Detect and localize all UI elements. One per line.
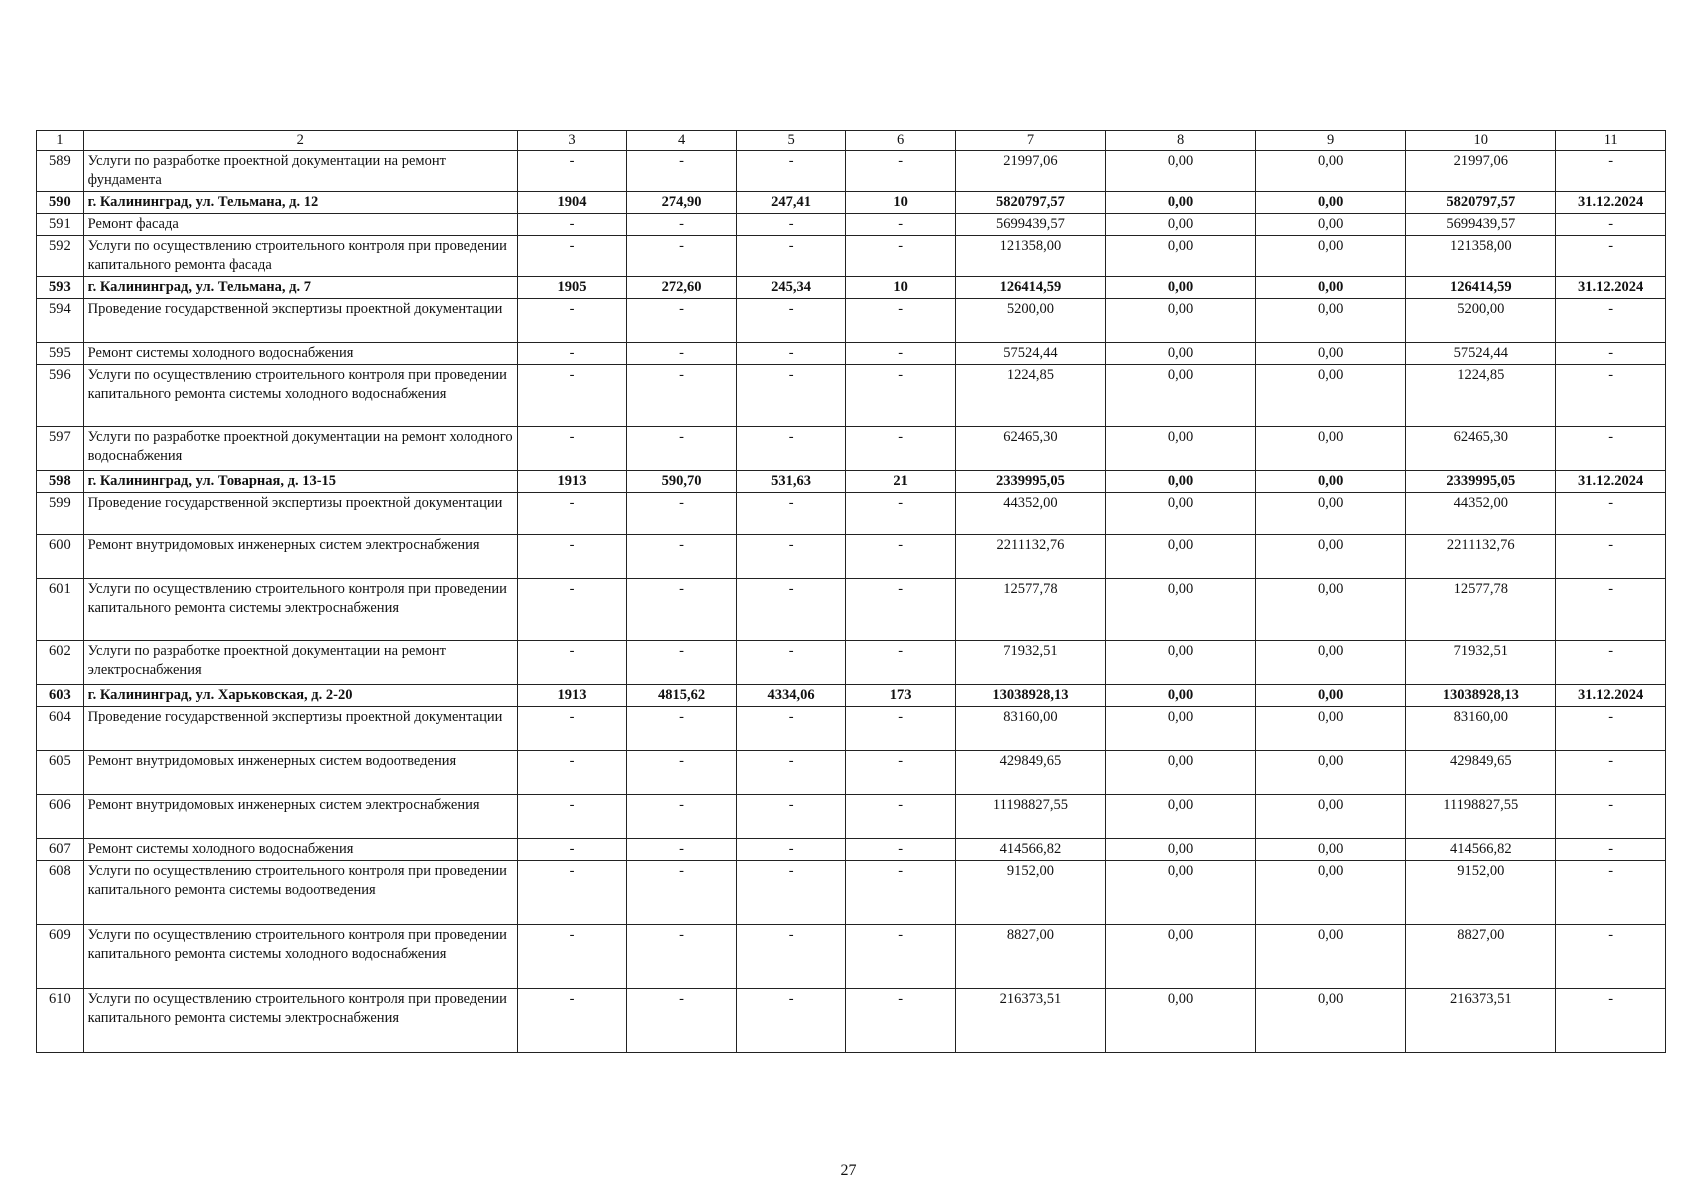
col-7-cell: 11198827,55 [955,795,1105,839]
col-11-cell: - [1556,535,1666,579]
col-10-cell: 11198827,55 [1406,795,1556,839]
col-7-cell: 21997,06 [955,151,1105,192]
row-number-cell: 594 [37,299,84,343]
table-row [37,707,1666,751]
row-number-cell: 610 [37,989,84,1053]
work-description-cell: Ремонт фасада [83,214,517,236]
col-9-cell: 0,00 [1256,535,1406,579]
col-11-cell: - [1556,751,1666,795]
table-row [37,365,1666,427]
col-6-cell: - [846,535,956,579]
col-9-cell: 0,00 [1256,493,1406,535]
col-7-cell: 62465,30 [955,427,1105,471]
col-4-cell: - [627,751,737,795]
col-11-cell: - [1556,151,1666,192]
column-header: 8 [1106,131,1256,151]
col-3-cell: 1905 [517,277,627,299]
col-3-cell: - [517,925,627,989]
col-10-cell: 57524,44 [1406,343,1556,365]
work-description-cell: Ремонт внутридомовых инженерных систем электроснабжения [83,795,517,839]
col-3-cell: - [517,579,627,641]
col-9-cell: 0,00 [1256,861,1406,925]
col-6-cell: - [846,236,956,277]
col-6-cell: - [846,839,956,861]
col-11-cell: - [1556,365,1666,427]
work-description-cell: г. Калининград, ул. Харьковская, д. 2-20 [83,685,517,707]
row-number-cell: 591 [37,214,84,236]
table-row [37,214,1666,236]
col-5-cell: - [736,151,846,192]
column-header: 11 [1556,131,1666,151]
table-row [37,299,1666,343]
col-8-cell: 0,00 [1106,277,1256,299]
col-11-cell: - [1556,925,1666,989]
work-description-cell: Услуги по разработке проектной документации на ремонт холодного водоснабжения [83,427,517,471]
col-8-cell: 0,00 [1106,707,1256,751]
col-10-cell: 2211132,76 [1406,535,1556,579]
col-4-cell: - [627,236,737,277]
row-number-cell: 592 [37,236,84,277]
col-7-cell: 121358,00 [955,236,1105,277]
table-row [37,989,1666,1053]
col-8-cell: 0,00 [1106,471,1256,493]
col-11-cell: - [1556,707,1666,751]
page-number: 27 [840,1162,857,1179]
address-row [37,685,1666,707]
col-7-cell: 5699439,57 [955,214,1105,236]
row-number-cell: 599 [37,493,84,535]
col-9-cell: 0,00 [1256,685,1406,707]
col-10-cell: 5200,00 [1406,299,1556,343]
col-8-cell: 0,00 [1106,685,1256,707]
col-9-cell: 0,00 [1256,151,1406,192]
col-10-cell: 13038928,13 [1406,685,1556,707]
col-11-cell: - [1556,641,1666,685]
col-10-cell: 9152,00 [1406,861,1556,925]
table-row [37,925,1666,989]
col-5-cell: - [736,343,846,365]
col-6-cell: - [846,925,956,989]
row-number-cell: 593 [37,277,84,299]
col-7-cell: 414566,82 [955,839,1105,861]
col-8-cell: 0,00 [1106,795,1256,839]
work-description-cell: Услуги по разработке проектной документации на ремонт фундамента [83,151,517,192]
col-8-cell: 0,00 [1106,925,1256,989]
col-3-cell: - [517,427,627,471]
col-9-cell: 0,00 [1256,641,1406,685]
col-5-cell: - [736,795,846,839]
work-description-cell: Проведение государственной экспертизы проектной документации [83,299,517,343]
col-5-cell: - [736,535,846,579]
col-5-cell: - [736,214,846,236]
col-3-cell: - [517,535,627,579]
row-number-cell: 598 [37,471,84,493]
col-5-cell: - [736,839,846,861]
col-4-cell: - [627,214,737,236]
col-9-cell: 0,00 [1256,989,1406,1053]
col-9-cell: 0,00 [1256,192,1406,214]
column-header: 7 [955,131,1105,151]
col-9-cell: 0,00 [1256,795,1406,839]
col-4-cell: - [627,427,737,471]
row-number-cell: 606 [37,795,84,839]
table-row [37,151,1666,192]
col-7-cell: 5200,00 [955,299,1105,343]
col-11-cell: 31.12.2024 [1556,192,1666,214]
col-7-cell: 429849,65 [955,751,1105,795]
col-11-cell: - [1556,839,1666,861]
col-3-cell: - [517,236,627,277]
repair-schedule-table [36,130,1666,1053]
col-10-cell: 12577,78 [1406,579,1556,641]
col-4-cell: - [627,343,737,365]
col-8-cell: 0,00 [1106,427,1256,471]
col-6-cell: 21 [846,471,956,493]
col-10-cell: 44352,00 [1406,493,1556,535]
col-5-cell: - [736,925,846,989]
work-description-cell: Услуги по осуществлению строительного контроля при проведении капитального ремонта системы водоотведения [83,861,517,925]
col-5-cell: 247,41 [736,192,846,214]
column-header: 6 [846,131,956,151]
col-5-cell: - [736,427,846,471]
row-number-cell: 603 [37,685,84,707]
col-4-cell: 4815,62 [627,685,737,707]
col-4-cell: - [627,579,737,641]
col-7-cell: 83160,00 [955,707,1105,751]
col-5-cell: - [736,861,846,925]
table-row [37,427,1666,471]
col-5-cell: - [736,299,846,343]
col-10-cell: 8827,00 [1406,925,1556,989]
col-9-cell: 0,00 [1256,707,1406,751]
col-9-cell: 0,00 [1256,751,1406,795]
work-description-cell: Проведение государственной экспертизы проектной документации [83,707,517,751]
col-8-cell: 0,00 [1106,641,1256,685]
col-8-cell: 0,00 [1106,236,1256,277]
table-row [37,861,1666,925]
work-description-cell: Услуги по осуществлению строительного контроля при проведении капитального ремонта фасада [83,236,517,277]
col-10-cell: 62465,30 [1406,427,1556,471]
col-3-cell: 1913 [517,685,627,707]
col-6-cell: - [846,579,956,641]
work-description-cell: Услуги по осуществлению строительного контроля при проведении капитального ремонта системы холодного водоснабжения [83,365,517,427]
col-10-cell: 414566,82 [1406,839,1556,861]
col-7-cell: 9152,00 [955,861,1105,925]
col-5-cell: 531,63 [736,471,846,493]
col-11-cell: - [1556,861,1666,925]
col-10-cell: 83160,00 [1406,707,1556,751]
col-3-cell: 1904 [517,192,627,214]
col-8-cell: 0,00 [1106,861,1256,925]
col-4-cell: - [627,839,737,861]
col-10-cell: 126414,59 [1406,277,1556,299]
table-row [37,795,1666,839]
col-4-cell: - [627,989,737,1053]
col-7-cell: 44352,00 [955,493,1105,535]
col-6-cell: - [846,493,956,535]
col-5-cell: - [736,989,846,1053]
col-4-cell: - [627,535,737,579]
col-3-cell: - [517,151,627,192]
col-7-cell: 8827,00 [955,925,1105,989]
row-number-cell: 601 [37,579,84,641]
table-row [37,535,1666,579]
row-number-cell: 597 [37,427,84,471]
col-11-cell: - [1556,427,1666,471]
col-8-cell: 0,00 [1106,535,1256,579]
column-header: 9 [1256,131,1406,151]
row-number-cell: 602 [37,641,84,685]
table-body [37,131,1666,1053]
row-number-cell: 590 [37,192,84,214]
col-3-cell: - [517,299,627,343]
col-8-cell: 0,00 [1106,989,1256,1053]
col-6-cell: - [846,299,956,343]
col-6-cell: - [846,795,956,839]
col-4-cell: - [627,151,737,192]
col-11-cell: 31.12.2024 [1556,471,1666,493]
col-10-cell: 429849,65 [1406,751,1556,795]
work-description-cell: Проведение государственной экспертизы проектной документации [83,493,517,535]
col-5-cell: 4334,06 [736,685,846,707]
col-11-cell: - [1556,236,1666,277]
col-5-cell: - [736,579,846,641]
row-number-cell: 608 [37,861,84,925]
work-description-cell: Ремонт внутридомовых инженерных систем электроснабжения [83,535,517,579]
col-9-cell: 0,00 [1256,299,1406,343]
col-7-cell: 2339995,05 [955,471,1105,493]
col-11-cell: - [1556,989,1666,1053]
col-11-cell: 31.12.2024 [1556,277,1666,299]
col-8-cell: 0,00 [1106,751,1256,795]
work-description-cell: г. Калининград, ул. Тельмана, д. 12 [83,192,517,214]
col-4-cell: - [627,925,737,989]
col-11-cell: - [1556,579,1666,641]
col-3-cell: - [517,795,627,839]
col-8-cell: 0,00 [1106,343,1256,365]
col-5-cell: - [736,641,846,685]
col-11-cell: 31.12.2024 [1556,685,1666,707]
col-5-cell: 245,34 [736,277,846,299]
table-row [37,751,1666,795]
col-7-cell: 57524,44 [955,343,1105,365]
col-9-cell: 0,00 [1256,365,1406,427]
col-6-cell: 10 [846,277,956,299]
col-3-cell: - [517,861,627,925]
col-3-cell: - [517,839,627,861]
col-5-cell: - [736,365,846,427]
col-4-cell: - [627,795,737,839]
col-7-cell: 1224,85 [955,365,1105,427]
col-11-cell: - [1556,299,1666,343]
col-8-cell: 0,00 [1106,493,1256,535]
col-3-cell: - [517,365,627,427]
col-5-cell: - [736,236,846,277]
col-6-cell: 10 [846,192,956,214]
header-row [37,131,1666,151]
col-9-cell: 0,00 [1256,236,1406,277]
col-9-cell: 0,00 [1256,214,1406,236]
column-header: 3 [517,131,627,151]
col-7-cell: 2211132,76 [955,535,1105,579]
col-9-cell: 0,00 [1256,471,1406,493]
row-number-cell: 595 [37,343,84,365]
address-row [37,277,1666,299]
row-number-cell: 596 [37,365,84,427]
col-6-cell: - [846,707,956,751]
col-7-cell: 13038928,13 [955,685,1105,707]
col-6-cell: - [846,343,956,365]
col-11-cell: - [1556,493,1666,535]
col-9-cell: 0,00 [1256,839,1406,861]
col-9-cell: 0,00 [1256,343,1406,365]
address-row [37,471,1666,493]
table-row [37,236,1666,277]
col-3-cell: - [517,751,627,795]
work-description-cell: Услуги по осуществлению строительного контроля при проведении капитального ремонта системы электроснабжения [83,989,517,1053]
col-7-cell: 216373,51 [955,989,1105,1053]
row-number-cell: 607 [37,839,84,861]
col-3-cell: 1913 [517,471,627,493]
col-7-cell: 126414,59 [955,277,1105,299]
col-5-cell: - [736,493,846,535]
col-6-cell: - [846,861,956,925]
row-number-cell: 589 [37,151,84,192]
col-7-cell: 12577,78 [955,579,1105,641]
col-10-cell: 21997,06 [1406,151,1556,192]
table-row [37,839,1666,861]
col-10-cell: 121358,00 [1406,236,1556,277]
col-9-cell: 0,00 [1256,579,1406,641]
col-10-cell: 1224,85 [1406,365,1556,427]
col-5-cell: - [736,707,846,751]
col-6-cell: - [846,641,956,685]
col-4-cell: - [627,707,737,751]
work-description-cell: Ремонт системы холодного водоснабжения [83,343,517,365]
col-11-cell: - [1556,795,1666,839]
column-header: 5 [736,131,846,151]
row-number-cell: 600 [37,535,84,579]
col-3-cell: - [517,641,627,685]
work-description-cell: г. Калининград, ул. Товарная, д. 13-15 [83,471,517,493]
col-11-cell: - [1556,214,1666,236]
table-row [37,343,1666,365]
col-4-cell: - [627,299,737,343]
col-8-cell: 0,00 [1106,151,1256,192]
table-row [37,493,1666,535]
col-4-cell: 590,70 [627,471,737,493]
work-description-cell: Ремонт внутридомовых инженерных систем водоотведения [83,751,517,795]
col-6-cell: - [846,427,956,471]
col-8-cell: 0,00 [1106,299,1256,343]
col-4-cell: 272,60 [627,277,737,299]
col-6-cell: 173 [846,685,956,707]
col-8-cell: 0,00 [1106,214,1256,236]
col-6-cell: - [846,365,956,427]
work-description-cell: Услуги по осуществлению строительного контроля при проведении капитального ремонта системы электроснабжения [83,579,517,641]
col-8-cell: 0,00 [1106,839,1256,861]
col-4-cell: 274,90 [627,192,737,214]
col-6-cell: - [846,751,956,795]
col-4-cell: - [627,493,737,535]
work-description-cell: Услуги по разработке проектной документации на ремонт электроснабжения [83,641,517,685]
col-10-cell: 2339995,05 [1406,471,1556,493]
col-9-cell: 0,00 [1256,277,1406,299]
col-8-cell: 0,00 [1106,579,1256,641]
col-11-cell: - [1556,343,1666,365]
col-10-cell: 216373,51 [1406,989,1556,1053]
col-3-cell: - [517,989,627,1053]
col-8-cell: 0,00 [1106,365,1256,427]
col-4-cell: - [627,641,737,685]
address-row [37,192,1666,214]
col-4-cell: - [627,861,737,925]
col-7-cell: 71932,51 [955,641,1105,685]
col-9-cell: 0,00 [1256,427,1406,471]
table-row [37,641,1666,685]
work-description-cell: г. Калининград, ул. Тельмана, д. 7 [83,277,517,299]
col-6-cell: - [846,989,956,1053]
col-3-cell: - [517,343,627,365]
col-3-cell: - [517,707,627,751]
col-7-cell: 5820797,57 [955,192,1105,214]
col-6-cell: - [846,151,956,192]
column-header: 2 [83,131,517,151]
col-10-cell: 5820797,57 [1406,192,1556,214]
column-header: 4 [627,131,737,151]
col-4-cell: - [627,365,737,427]
col-10-cell: 5699439,57 [1406,214,1556,236]
row-number-cell: 604 [37,707,84,751]
col-3-cell: - [517,493,627,535]
col-3-cell: - [517,214,627,236]
row-number-cell: 605 [37,751,84,795]
column-header: 10 [1406,131,1556,151]
col-5-cell: - [736,751,846,795]
row-number-cell: 609 [37,925,84,989]
col-8-cell: 0,00 [1106,192,1256,214]
work-description-cell: Ремонт системы холодного водоснабжения [83,839,517,861]
col-6-cell: - [846,214,956,236]
table-row [37,579,1666,641]
col-10-cell: 71932,51 [1406,641,1556,685]
work-description-cell: Услуги по осуществлению строительного контроля при проведении капитального ремонта системы холодного водоснабжения [83,925,517,989]
column-header: 1 [37,131,84,151]
col-9-cell: 0,00 [1256,925,1406,989]
